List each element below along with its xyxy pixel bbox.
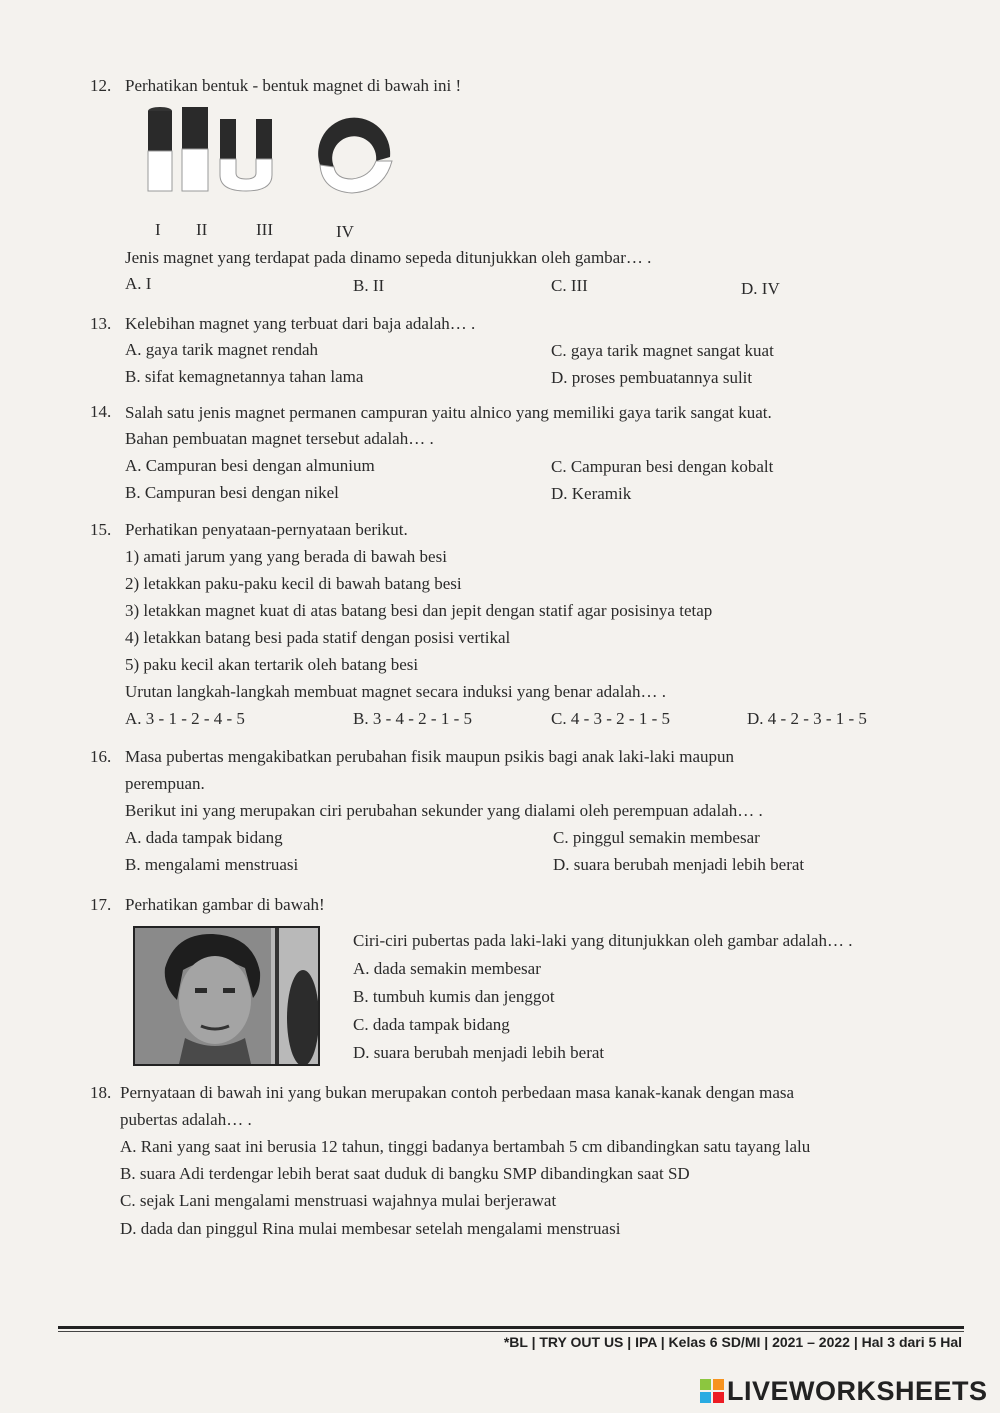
q14-stem-2: Bahan pembuatan magnet tersebut adalah… . xyxy=(125,429,434,448)
q15-step: 4) letakkan batang besi pada statif dengan posisi vertikal xyxy=(125,628,511,647)
q16-stem-2: perempuan. xyxy=(125,774,205,793)
boy-photo xyxy=(133,926,320,1066)
q17-option-c[interactable]: C. dada tampak bidang xyxy=(353,1015,510,1034)
magnet-figures xyxy=(140,105,400,205)
q16-option-b[interactable]: B. mengalami menstruasi xyxy=(125,855,299,874)
footer-rule-thin xyxy=(58,1331,964,1332)
q14-stem: Salah satu jenis magnet permanen campuran yaitu alnico yang memiliki gaya tarik sangat kuat. xyxy=(125,403,772,422)
magnet-label-4: IV xyxy=(336,222,354,241)
magnet-label-2: II xyxy=(196,220,208,239)
q13-number: 13. xyxy=(90,314,112,333)
q15-step: 2) letakkan paku-paku kecil di bawah batang besi xyxy=(125,574,462,593)
q15-stem: Perhatikan penyataan-pernyataan berikut. xyxy=(125,520,408,539)
q15-option-a[interactable]: A. 3 - 1 - 2 - 4 - 5 xyxy=(125,709,245,728)
q16-number: 16. xyxy=(90,747,112,766)
magnet-bar-2-icon xyxy=(182,107,208,191)
q15-number: 15. xyxy=(90,520,112,539)
magnet-bar-icon xyxy=(148,107,172,191)
q15-option-b[interactable]: B. 3 - 4 - 2 - 1 - 5 xyxy=(353,709,472,728)
q16-option-a[interactable]: A. dada tampak bidang xyxy=(125,828,283,847)
q13-option-a[interactable]: A. gaya tarik magnet rendah xyxy=(125,340,319,359)
q17-stem: Perhatikan gambar di bawah! xyxy=(125,895,325,914)
q15-question: Urutan langkah-langkah membuat magnet secara induksi yang benar adalah… . xyxy=(125,682,666,701)
q18-number: 18. xyxy=(90,1083,112,1102)
q16-stem-3: Berikut ini yang merupakan ciri perubahan sekunder yang dialami oleh perempuan adalah… . xyxy=(125,801,763,820)
q13-stem: Kelebihan magnet yang terbuat dari baja adalah… . xyxy=(125,314,476,333)
q13-option-d[interactable]: D. proses pembuatannya sulit xyxy=(551,368,753,387)
q18-option-b[interactable]: B. suara Adi terdengar lebih berat saat duduk di bangku SMP dibandingkan saat SD xyxy=(120,1164,690,1183)
person-face-icon xyxy=(135,928,318,1064)
q18-option-a[interactable]: A. Rani yang saat ini berusia 12 tahun, tinggi badanya bertambah 5 cm dibandingkan satu tayang lalu xyxy=(120,1137,811,1156)
q15-step: 1) amati jarum yang yang berada di bawah besi xyxy=(125,547,447,566)
q17-option-d[interactable]: D. suara berubah menjadi lebih berat xyxy=(353,1043,605,1062)
liveworksheets-logo-icon xyxy=(700,1379,724,1403)
magnet-label-1: I xyxy=(155,220,161,239)
magnet-label-3: III xyxy=(256,220,273,239)
q12-option-d[interactable]: D. IV xyxy=(741,279,780,298)
q16-option-d[interactable]: D. suara berubah menjadi lebih berat xyxy=(553,855,805,874)
q18-option-c[interactable]: C. sejak Lani mengalami menstruasi wajahnya mulai berjerawat xyxy=(120,1191,557,1210)
q16-option-c[interactable]: C. pinggul semakin membesar xyxy=(553,828,760,847)
q14-option-d[interactable]: D. Keramik xyxy=(551,484,632,503)
q13-option-c[interactable]: C. gaya tarik magnet sangat kuat xyxy=(551,341,774,360)
brand-text: LIVEWORKSHEETS xyxy=(727,1376,988,1406)
q12-option-b[interactable]: B. II xyxy=(353,276,385,295)
q16-stem: Masa pubertas mengakibatkan perubahan fisik maupun psikis bagi anak laki-laki maupun xyxy=(125,747,735,766)
q17-question: Ciri-ciri pubertas pada laki-laki yang ditunjukkan oleh gambar adalah… . xyxy=(353,931,853,950)
q12-option-a[interactable]: A. I xyxy=(125,274,152,293)
q14-option-a[interactable]: A. Campuran besi dengan almunium xyxy=(125,456,375,475)
q15-option-c[interactable]: C. 4 - 3 - 2 - 1 - 5 xyxy=(551,709,670,728)
liveworksheets-logo xyxy=(700,1376,988,1407)
page-footer: *BL | TRY OUT US | IPA | Kelas 6 SD/MI | 2021 – 2022 | Hal 3 dari 5 Hal xyxy=(503,1334,962,1350)
q17-number: 17. xyxy=(90,895,112,914)
q17-option-b[interactable]: B. tumbuh kumis dan jenggot xyxy=(353,987,555,1006)
q14-option-b[interactable]: B. Campuran besi dengan nikel xyxy=(125,483,339,502)
q17-option-a[interactable]: A. dada semakin membesar xyxy=(353,959,541,978)
q18-option-d[interactable]: D. dada dan pinggul Rina mulai membesar setelah mengalami menstruasi xyxy=(120,1219,621,1238)
q14-option-c[interactable]: C. Campuran besi dengan kobalt xyxy=(551,457,774,476)
q18-stem: Pernyataan di bawah ini yang bukan merupakan contoh perbedaan masa kanak-kanak dengan masa xyxy=(120,1083,795,1102)
footer-rule xyxy=(58,1326,964,1329)
q12-number: 12. xyxy=(90,76,112,95)
q14-number: 14. xyxy=(90,402,112,421)
q18-stem-2: pubertas adalah… . xyxy=(120,1110,252,1129)
q12-option-c[interactable]: C. III xyxy=(551,276,588,295)
magnet-horseshoe-icon xyxy=(318,118,392,193)
q15-step: 5) paku kecil akan tertarik oleh batang besi xyxy=(125,655,419,674)
q13-option-b[interactable]: B. sifat kemagnetannya tahan lama xyxy=(125,367,364,386)
q15-option-d[interactable]: D. 4 - 2 - 3 - 1 - 5 xyxy=(747,709,867,728)
q12-question: Jenis magnet yang terdapat pada dinamo sepeda ditunjukkan oleh gambar… . xyxy=(125,248,652,267)
magnet-u-icon xyxy=(220,119,272,191)
q15-step: 3) letakkan magnet kuat di atas batang besi dan jepit dengan statif agar posisinya tetap xyxy=(125,601,713,620)
q12-stem: Perhatikan bentuk - bentuk magnet di bawah ini ! xyxy=(125,76,462,95)
